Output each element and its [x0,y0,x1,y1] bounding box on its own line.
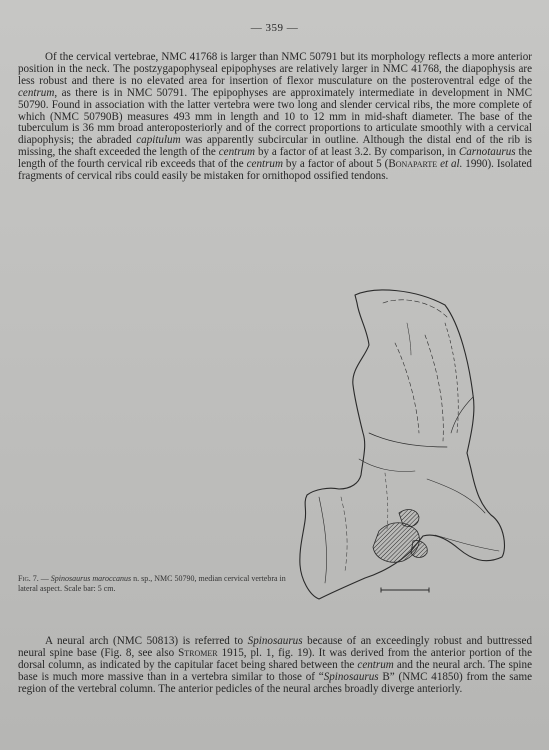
italic-term: centrum [246,158,283,171]
italic-term: centrum [18,86,55,99]
italic-term: centrum [357,658,394,671]
text-run: A neural arch (NMC 50813) is referred to [45,635,248,647]
caption-text: n. sp., NMC 50790, median cervical vertebra in lateral aspect. Scale bar: 5 cm. [18,574,286,593]
text-run: the length of the fourth cervical rib exceeds that of the [18,146,533,171]
vertebra-illustration [295,283,513,608]
text-run: was apparently subcircular in outline. Although the distal end of the rib is missing, the shaft exceeded the length of the [18,134,532,159]
paragraph-neural-arch [18,636,532,696]
text-run: and the neural arch. The spine base is much more massive than in a vertebra similar to those of “ [18,658,532,683]
text-run: by a factor of about 5 ( [282,158,389,171]
caption-taxon: Spinosaurus maroccanus [50,574,132,583]
italic-term: Spinosaurus [247,635,303,647]
figure-caption [18,574,286,594]
italic-term: Carnotaurus [458,146,516,159]
text-run: by a factor of at least 3.2. By comparison, in [255,146,459,159]
text-run: because of an exceedingly robust and buttressed neural spine base (Fig. 8, see also [18,635,533,659]
italic-term: et al. [440,158,463,171]
caption-label: Fig. 7. — [18,574,51,583]
text-run: Of the cervical vertebrae, NMC 41768 is larger than NMC 50791 but its morphology reflects a more anterior position in the neck. The postzygapophyseal epipophyses are relatively larger in NMC 41768, the diapophysis are less robust and there is no elevated area for insertion of flexor musculature on the posteroventral edge of the [18,51,532,87]
italic-term: capitulum [136,134,181,147]
text-run: , as there is in NMC 50791. The epipophyses are approximately intermediate in development in NMC 50790. Found in association with the latter vertebra were two long and slender cervical ribs, the more complete of which (NMC 50790B) measures 493 mm in length and 10 to 12 mm in mid-shaft diameter. The base of the tuberculum is 36 mm broad anteroposteriorly and of the correct proportions to articulate smoothly with a cervical diapophysis; the abraded [18,86,532,147]
text-run: B” (NMC 41850) from the same region of the vertebral column. The anterior pedicles of the neural arches broadly diverge anteriorly. [18,670,533,695]
hatched-region-tail [411,541,427,558]
text-run: 1915, pl. 1, fig. 19). It was derived from the anterior portion of the dorsal column, as indicated by the capitular facet being shared between the [18,646,532,671]
italic-term: Spinosaurus [323,670,379,683]
scale-bar [380,587,430,593]
text-run: 1990). Isolated fragments of cervical ribs could easily be mistaken for ornithopod ossified tendons. [18,158,532,183]
figure-7-vertebra-drawing [295,283,513,608]
author-citation: Bonaparte [388,158,438,171]
author-citation: Stromer [178,646,218,659]
paragraph-cervical-vertebrae [18,52,532,183]
italic-term: centrum [218,146,256,159]
page-number: — 359 — [250,22,299,34]
